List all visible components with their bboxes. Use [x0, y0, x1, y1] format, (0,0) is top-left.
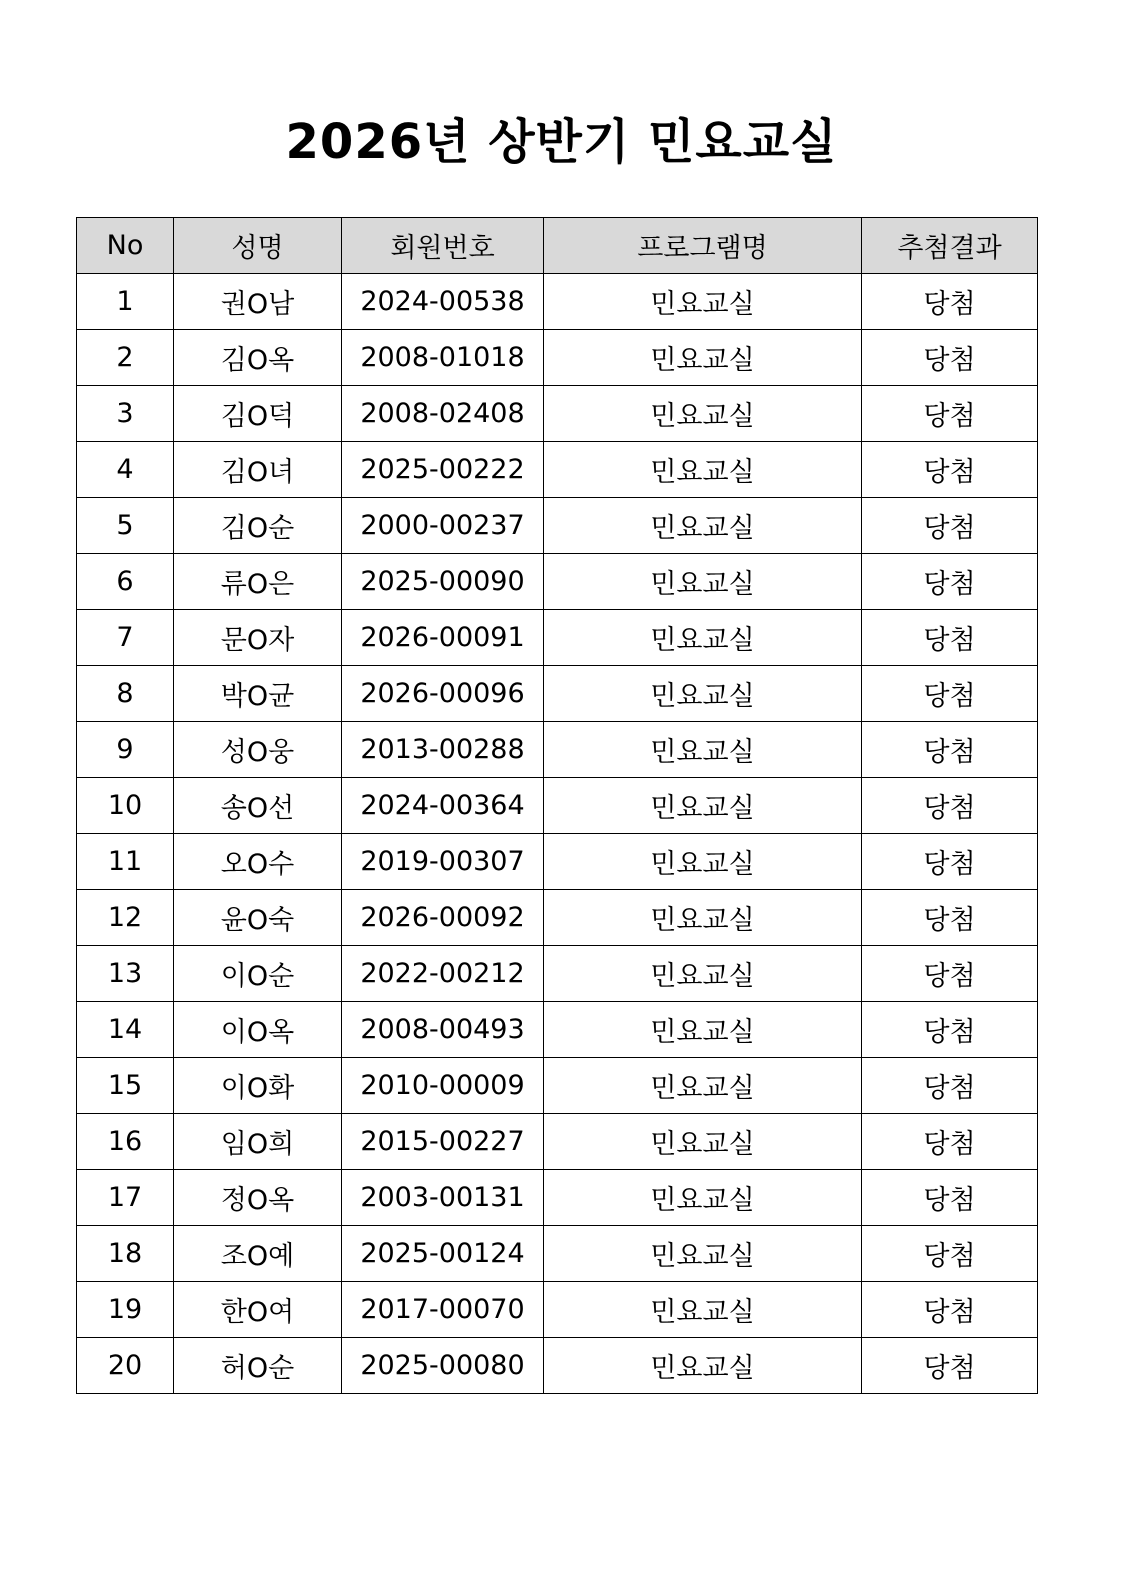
cell-lottery-result: 당첨 [862, 834, 1038, 890]
cell-member-number: 2025-00090 [342, 554, 544, 610]
table-row [77, 386, 1038, 442]
cell-program-name: 민요교실 [544, 498, 862, 554]
table-row [77, 1170, 1038, 1226]
cell-lottery-result: 당첨 [862, 610, 1038, 666]
cell-lottery-result: 당첨 [862, 1114, 1038, 1170]
table-row [77, 834, 1038, 890]
cell-lottery-result: 당첨 [862, 778, 1038, 834]
cell-member-number: 2010-00009 [342, 1058, 544, 1114]
cell-program-name: 민요교실 [544, 778, 862, 834]
table-row [77, 330, 1038, 386]
table-row [77, 1338, 1038, 1394]
cell-name: 김O덕 [174, 386, 342, 442]
header-name: 성명 [174, 218, 342, 274]
cell-program-name: 민요교실 [544, 946, 862, 1002]
cell-name: 문O자 [174, 610, 342, 666]
cell-lottery-result: 당첨 [862, 666, 1038, 722]
cell-name: 박O균 [174, 666, 342, 722]
table-row [77, 610, 1038, 666]
cell-lottery-result: 당첨 [862, 1170, 1038, 1226]
cell-lottery-result: 당첨 [862, 1226, 1038, 1282]
cell-lottery-result: 당첨 [862, 946, 1038, 1002]
cell-no: 8 [77, 666, 174, 722]
cell-no: 15 [77, 1058, 174, 1114]
header-member-number: 회원번호 [342, 218, 544, 274]
cell-member-number: 2019-00307 [342, 834, 544, 890]
cell-lottery-result: 당첨 [862, 498, 1038, 554]
cell-no: 6 [77, 554, 174, 610]
cell-member-number: 2025-00222 [342, 442, 544, 498]
cell-member-number: 2026-00096 [342, 666, 544, 722]
cell-no: 16 [77, 1114, 174, 1170]
cell-lottery-result: 당첨 [862, 890, 1038, 946]
cell-lottery-result: 당첨 [862, 330, 1038, 386]
cell-no: 12 [77, 890, 174, 946]
cell-program-name: 민요교실 [544, 1282, 862, 1338]
cell-lottery-result: 당첨 [862, 1002, 1038, 1058]
table-row [77, 442, 1038, 498]
cell-program-name: 민요교실 [544, 1338, 862, 1394]
cell-program-name: 민요교실 [544, 330, 862, 386]
cell-no: 11 [77, 834, 174, 890]
cell-program-name: 민요교실 [544, 1226, 862, 1282]
cell-program-name: 민요교실 [544, 442, 862, 498]
page-title: 2026년 상반기 민요교실 [285, 114, 838, 171]
cell-program-name: 민요교실 [544, 1114, 862, 1170]
table-row [77, 946, 1038, 1002]
cell-name: 이O화 [174, 1058, 342, 1114]
cell-member-number: 2008-02408 [342, 386, 544, 442]
cell-lottery-result: 당첨 [862, 1338, 1038, 1394]
cell-lottery-result: 당첨 [862, 1282, 1038, 1338]
cell-name: 송O선 [174, 778, 342, 834]
cell-member-number: 2013-00288 [342, 722, 544, 778]
cell-lottery-result: 당첨 [862, 722, 1038, 778]
cell-lottery-result: 당첨 [862, 554, 1038, 610]
table-row [77, 274, 1038, 330]
cell-member-number: 2017-00070 [342, 1282, 544, 1338]
cell-member-number: 2015-00227 [342, 1114, 544, 1170]
cell-lottery-result: 당첨 [862, 442, 1038, 498]
cell-name: 조O예 [174, 1226, 342, 1282]
cell-no: 5 [77, 498, 174, 554]
table-body [77, 274, 1038, 1394]
cell-member-number: 2008-01018 [342, 330, 544, 386]
cell-member-number: 2024-00538 [342, 274, 544, 330]
lottery-result-table [76, 217, 1038, 1394]
cell-member-number: 2024-00364 [342, 778, 544, 834]
cell-member-number: 2026-00091 [342, 610, 544, 666]
cell-member-number: 2003-00131 [342, 1170, 544, 1226]
cell-program-name: 민요교실 [544, 274, 862, 330]
cell-no: 17 [77, 1170, 174, 1226]
cell-no: 3 [77, 386, 174, 442]
cell-lottery-result: 당첨 [862, 386, 1038, 442]
cell-lottery-result: 당첨 [862, 274, 1038, 330]
table-row [77, 890, 1038, 946]
table-row [77, 1226, 1038, 1282]
cell-member-number: 2025-00124 [342, 1226, 544, 1282]
cell-name: 한O여 [174, 1282, 342, 1338]
cell-name: 김O순 [174, 498, 342, 554]
cell-program-name: 민요교실 [544, 1170, 862, 1226]
cell-program-name: 민요교실 [544, 890, 862, 946]
cell-name: 류O은 [174, 554, 342, 610]
table-row [77, 1282, 1038, 1338]
cell-program-name: 민요교실 [544, 610, 862, 666]
table-row [77, 498, 1038, 554]
cell-name: 정O옥 [174, 1170, 342, 1226]
cell-no: 13 [77, 946, 174, 1002]
table-row [77, 666, 1038, 722]
cell-no: 19 [77, 1282, 174, 1338]
cell-member-number: 2000-00237 [342, 498, 544, 554]
cell-member-number: 2022-00212 [342, 946, 544, 1002]
table-row [77, 1114, 1038, 1170]
table-row [77, 1058, 1038, 1114]
table-row [77, 1002, 1038, 1058]
cell-name: 임O희 [174, 1114, 342, 1170]
cell-program-name: 민요교실 [544, 722, 862, 778]
cell-name: 김O녀 [174, 442, 342, 498]
cell-no: 2 [77, 330, 174, 386]
cell-name: 이O옥 [174, 1002, 342, 1058]
cell-lottery-result: 당첨 [862, 1058, 1038, 1114]
cell-no: 14 [77, 1002, 174, 1058]
table-header-row [77, 218, 1038, 274]
cell-program-name: 민요교실 [544, 386, 862, 442]
header-program-name: 프로그램명 [544, 218, 862, 274]
cell-no: 7 [77, 610, 174, 666]
table-row [77, 722, 1038, 778]
cell-program-name: 민요교실 [544, 1002, 862, 1058]
cell-name: 성O웅 [174, 722, 342, 778]
cell-program-name: 민요교실 [544, 834, 862, 890]
cell-no: 1 [77, 274, 174, 330]
cell-name: 허O순 [174, 1338, 342, 1394]
table-row [77, 778, 1038, 834]
cell-name: 김O옥 [174, 330, 342, 386]
cell-name: 윤O숙 [174, 890, 342, 946]
cell-name: 이O순 [174, 946, 342, 1002]
cell-program-name: 민요교실 [544, 1058, 862, 1114]
cell-member-number: 2008-00493 [342, 1002, 544, 1058]
cell-no: 20 [77, 1338, 174, 1394]
cell-no: 10 [77, 778, 174, 834]
cell-no: 18 [77, 1226, 174, 1282]
cell-no: 4 [77, 442, 174, 498]
header-no: No [77, 218, 174, 274]
cell-program-name: 민요교실 [544, 554, 862, 610]
cell-name: 오O수 [174, 834, 342, 890]
cell-program-name: 민요교실 [544, 666, 862, 722]
header-lottery-result: 추첨결과 [862, 218, 1038, 274]
cell-name: 권O남 [174, 274, 342, 330]
cell-member-number: 2025-00080 [342, 1338, 544, 1394]
cell-no: 9 [77, 722, 174, 778]
table-row [77, 554, 1038, 610]
cell-member-number: 2026-00092 [342, 890, 544, 946]
